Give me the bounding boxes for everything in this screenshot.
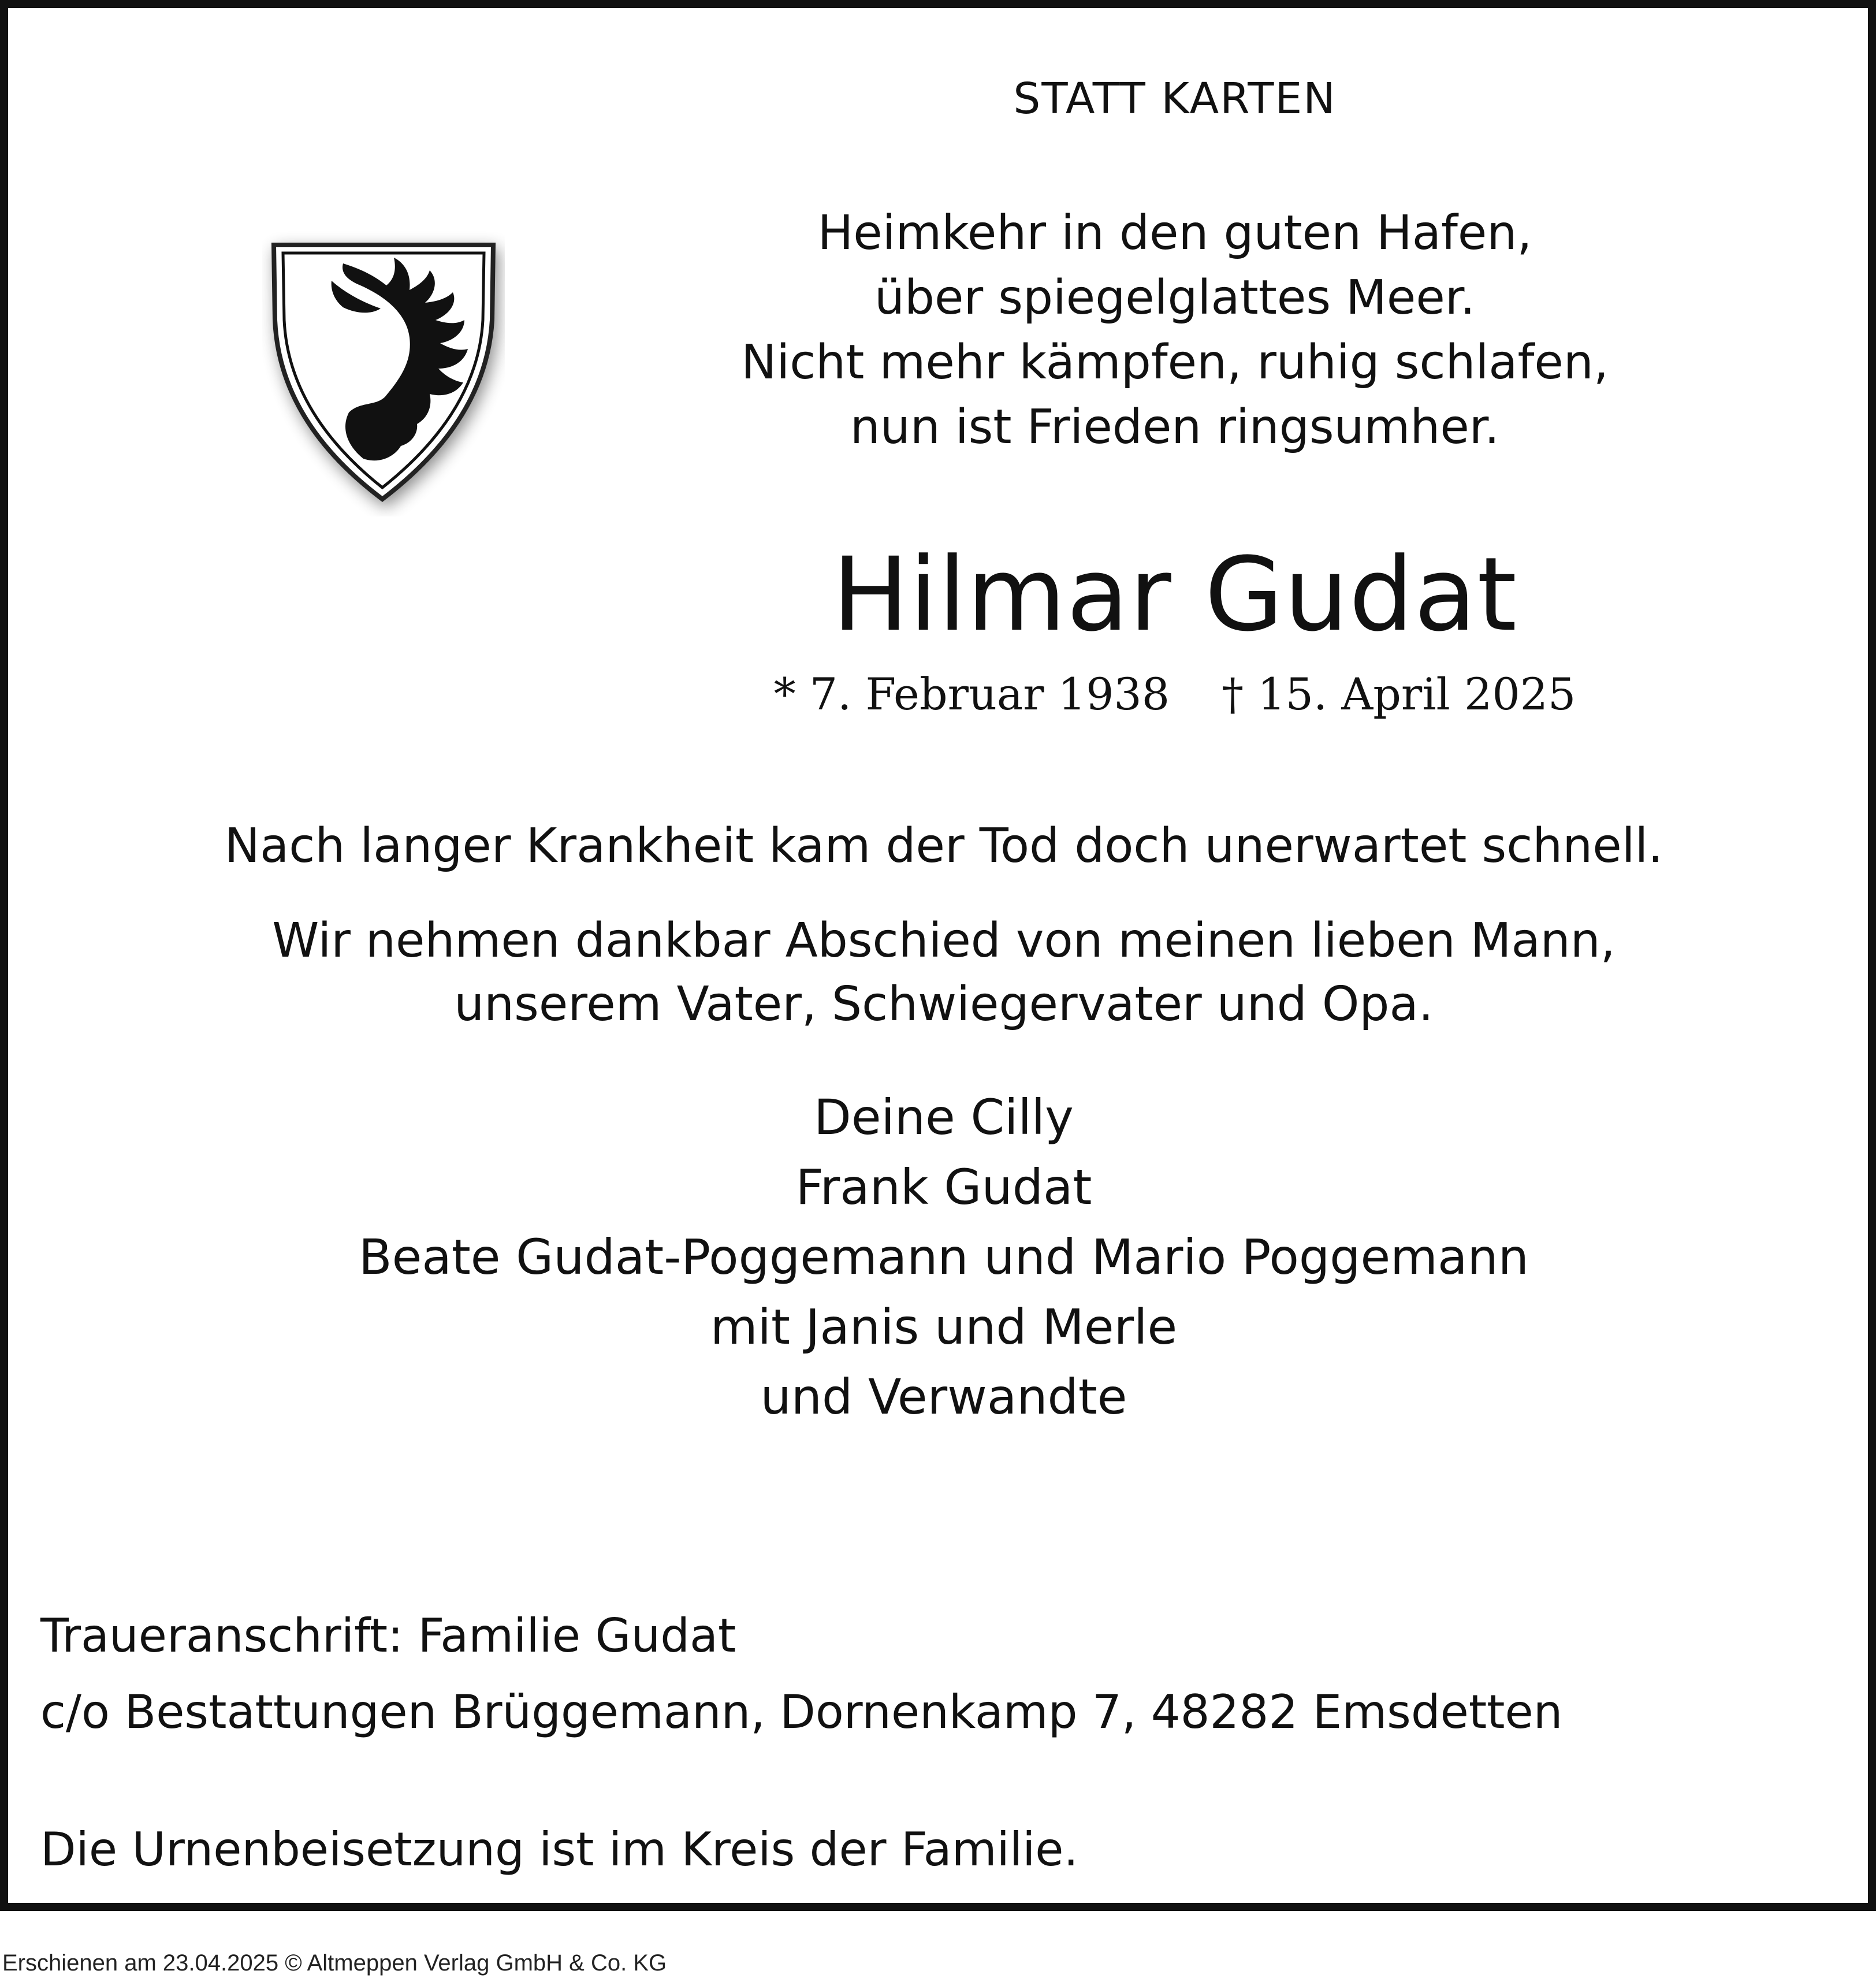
notice-header: STATT KARTEN <box>1013 74 1337 124</box>
mourner-line: mit Janis und Merle <box>710 1299 1178 1355</box>
mourners-list <box>204 1083 1683 1432</box>
poem-line: Nicht mehr kämpfen, ruhig schlafen, <box>741 335 1609 390</box>
mourner-line: Beate Gudat-Poggemann und Mario Poggemann <box>359 1229 1529 1285</box>
life-dates <box>690 668 1660 720</box>
farewell-line: unserem Vater, Schwiegervater und Opa. <box>454 977 1434 1032</box>
mourning-address <box>40 1598 1562 1750</box>
poem <box>690 201 1660 460</box>
farewell-text <box>147 909 1741 1036</box>
mourner-line: und Verwandte <box>760 1369 1127 1425</box>
burial-note: Die Urnenbeisetzung ist im Kreis der Familie. <box>40 1823 1078 1876</box>
farewell-line: Wir nehmen dankbar Abschied von meinen lieben Mann, <box>272 913 1616 968</box>
address-line: Traueranschrift: Familie Gudat <box>40 1609 736 1663</box>
mourner-line: Deine Cilly <box>814 1089 1074 1146</box>
address-line: c/o Bestattungen Brüggemann, Dornenkamp 7, 48282 Emsdetten <box>40 1685 1563 1739</box>
deceased-name: Hilmar Gudat <box>832 536 1518 654</box>
mourner-line: Frank Gudat <box>795 1159 1092 1215</box>
poem-line: Heimkehr in den guten Hafen, <box>817 206 1532 261</box>
death-date: † 15. April 2025 <box>1222 668 1576 720</box>
publication-credit: Erschienen am 23.04.2025 © Altmeppen Verlag GmbH & Co. KG <box>2 1950 667 1976</box>
poem-line: über spiegelglattes Meer. <box>874 270 1476 325</box>
illness-statement: Nach langer Krankheit kam der Tod doch unerwartet schnell. <box>224 819 1663 873</box>
birth-date: * 7. Februar 1938 <box>773 668 1170 720</box>
coat-of-arms-shield-icon <box>262 228 505 516</box>
poem-line: nun ist Frieden ringsumher. <box>850 400 1500 455</box>
